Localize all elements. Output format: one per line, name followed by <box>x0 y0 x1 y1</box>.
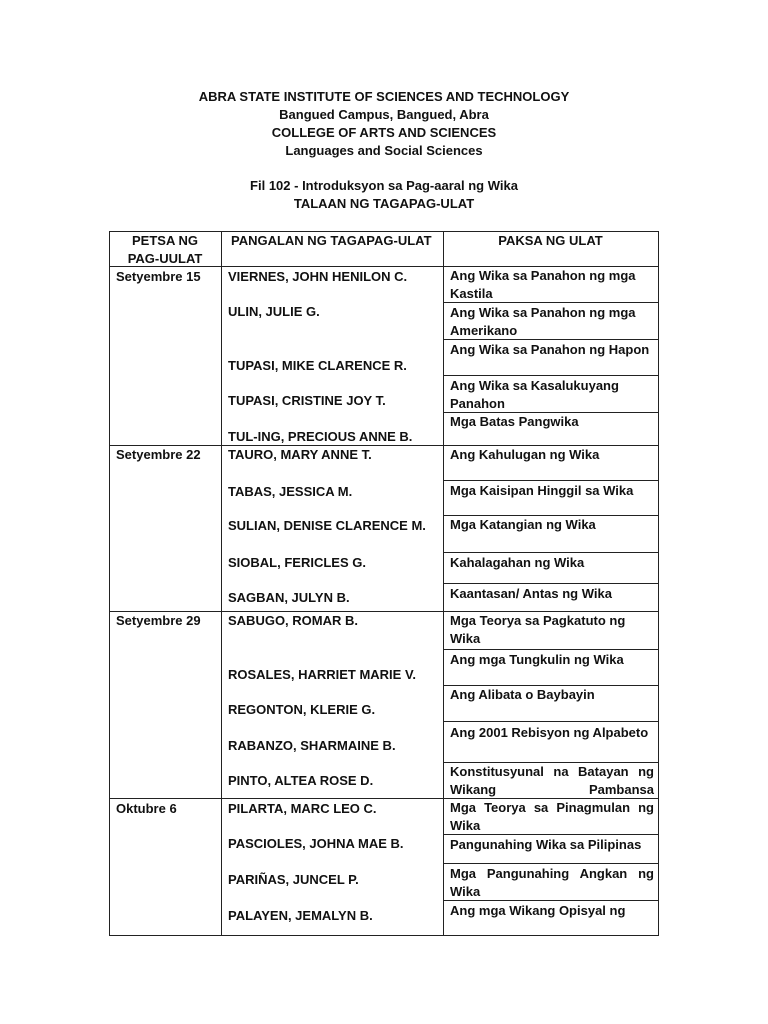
report-date: Oktubre 6 <box>116 801 177 816</box>
reporter-name: SIOBAL, FERICLES G. <box>228 555 366 570</box>
report-topic: Pangunahing Wika sa Pilipinas <box>450 837 642 852</box>
reporter-name: PILARTA, MARC LEO C. <box>228 801 377 816</box>
reporter-name: TUPASI, MIKE CLARENCE R. <box>228 358 407 373</box>
reporter-name: REGONTON, KLERIE G. <box>228 702 376 717</box>
report-topic: Ang Wika sa Panahon ng mga Amerikano <box>450 305 636 338</box>
report-topic: Ang Wika sa Panahon ng Hapon <box>450 342 650 357</box>
report-date: Setyembre 22 <box>116 447 201 462</box>
column-header-date-line2: PAG-UULAT <box>127 251 203 266</box>
topic-cell-divider <box>443 649 659 650</box>
reporter-name: PINTO, ALTEA ROSE D. <box>228 773 374 788</box>
report-topic: Ang Alibata o Baybayin <box>450 687 595 702</box>
report-topic: Ang Kahulugan ng Wika <box>450 447 600 462</box>
column-header-reporter: PANGALAN NG TAGAPAG-ULAT <box>231 233 432 248</box>
topic-cell-divider <box>443 375 659 376</box>
report-topic: Mga Teorya sa Pinagmulan ng Wika <box>450 800 654 833</box>
table-border-left <box>109 231 110 936</box>
topic-cell-divider <box>443 863 659 864</box>
report-topic: Mga Katangian ng Wika <box>450 517 596 532</box>
topic-cell-divider <box>443 552 659 553</box>
campus-name: Bangued Campus, Bangued, Abra <box>279 107 489 122</box>
topic-cell-divider <box>443 721 659 722</box>
report-topic: Ang 2001 Rebisyon ng Alpabeto <box>450 725 649 740</box>
report-topic: Mga Kaisipan Hinggil sa Wika <box>450 483 634 498</box>
report-date: Setyembre 29 <box>116 613 201 628</box>
column-divider-1 <box>221 231 222 936</box>
reporter-name: ULIN, JULIE G. <box>228 304 320 319</box>
college-name: COLLEGE OF ARTS AND SCIENCES <box>271 125 497 140</box>
column-header-topic: PAKSA NG ULAT <box>498 233 603 248</box>
report-date: Setyembre 15 <box>116 269 201 284</box>
report-topic: Kahalagahan ng Wika <box>450 555 585 570</box>
reporter-name: SAGBAN, JULYN B. <box>228 590 350 605</box>
table-border-bottom <box>109 935 659 936</box>
report-topic: Mga Teorya sa Pagkatuto ng Wika <box>450 613 626 646</box>
reporter-name: TABAS, JESSICA M. <box>228 484 353 499</box>
reporter-name: PALAYEN, JEMALYN B. <box>228 908 373 923</box>
reporter-name: ROSALES, HARRIET MARIE V. <box>228 667 417 682</box>
report-topic: Ang mga Wikang Opisyal ng <box>450 903 626 918</box>
report-topic: Ang Wika sa Kasalukuyang Panahon <box>450 378 619 411</box>
report-topic: Mga Pangunahing Angkan ng Wika <box>450 866 654 899</box>
reporter-name: TUPASI, CRISTINE JOY T. <box>228 393 386 408</box>
course-title: Fil 102 - Introduksyon sa Pag-aaral ng Wika <box>250 178 518 193</box>
report-topic: Konstitusyunal na Batayan ng Wikang Pambansa <box>450 764 654 797</box>
report-topic: Ang Wika sa Panahon ng mga Kastila <box>450 268 636 301</box>
report-topic: Ang mga Tungkulin ng Wika <box>450 652 624 667</box>
reporter-name: RABANZO, SHARMAINE B. <box>228 738 396 753</box>
topic-cell-divider <box>443 583 659 584</box>
reporter-name: PARIÑAS, JUNCEL P. <box>228 872 359 887</box>
reporter-name: SABUGO, ROMAR B. <box>228 613 358 628</box>
report-topic: Mga Batas Pangwika <box>450 414 579 429</box>
reporter-name: VIERNES, JOHN HENILON C. <box>228 269 408 284</box>
column-header-date-line1: PETSA NG <box>132 233 198 248</box>
topic-cell-divider <box>443 480 659 481</box>
reporter-name: SULIAN, DENISE CLARENCE M. <box>228 518 426 533</box>
reporter-name: TUL-ING, PRECIOUS ANNE B. <box>228 429 413 444</box>
reporter-name: TAURO, MARY ANNE T. <box>228 447 372 462</box>
list-title: TALAAN NG TAGAPAG-ULAT <box>293 196 475 211</box>
department-name: Languages and Social Sciences <box>285 143 483 158</box>
institution-name: ABRA STATE INSTITUTE OF SCIENCES AND TECHNOLOGY <box>198 89 570 104</box>
report-topic: Kaantasan/ Antas ng Wika <box>450 586 612 601</box>
reporter-name: PASCIOLES, JOHNA MAE B. <box>228 836 404 851</box>
